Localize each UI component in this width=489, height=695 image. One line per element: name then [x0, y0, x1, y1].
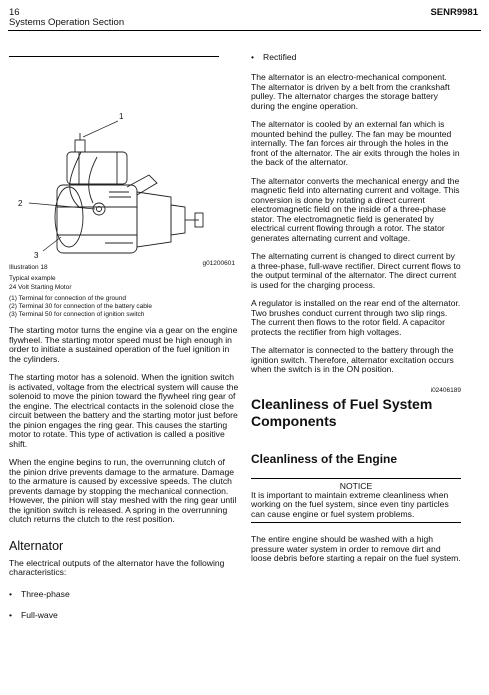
figure-caption-row	[9, 260, 239, 274]
starting-motor-figure	[9, 57, 221, 262]
body-paragraph: The entire engine should be washed with a high pressure water system in order to remove dirt and loose debris before starting a repair on the fuel system.	[251, 534, 461, 563]
right-column	[251, 38, 461, 564]
body-paragraph: When the engine begins to run, the overrunning clutch of the pinion drive prevents damage to the armature. Damage to the armature is caused by excessive speeds. The clutch prevents damage by stopping the mechanical connection. However, the pinion will stay meshed with the ring gear until the ignition switch is released. A spring in the overrunning clutch returns the clutch to the rest position.	[9, 457, 237, 524]
list-item-text: Rectified	[263, 52, 297, 62]
notice-title: NOTICE	[339, 480, 373, 491]
figure-legend-2: (2) Terminal 30 for connection of the battery cable	[9, 303, 152, 310]
body-paragraph: The alternator converts the mechanical energy and the magnetic field into alternating current and voltage. This conversion is done by rotating a direct current electromagnetic field on the inside of a three-phase stator. The electromagnetic field is generated by electrical current flowing through a rotor. The stator generates alternating current and voltage.	[251, 175, 460, 243]
body-paragraph: The alternator is connected to the battery through the ignition switch. Therefore, alternator excitation occurs when the switch is in the ON position.	[251, 345, 454, 374]
figure-caption-1: Typical example	[9, 275, 56, 282]
illustration-number: Illustration 18	[9, 264, 48, 271]
list-item: • Rectified	[251, 52, 297, 62]
alternator-intro: The electrical outputs of the alternator have the following characteristics:	[9, 557, 225, 577]
subsection-heading: Cleanliness of the Engine	[251, 451, 398, 466]
callout-1: 1	[119, 112, 124, 121]
body-paragraph: The starting motor turns the engine via a gear on the engine flywheel. The starting motor speed must be high enough in order to initiate a sustained operation of the fuel ignition in the cylinders.	[9, 325, 238, 364]
list-item: • Three-phase	[9, 588, 70, 599]
body-paragraph: The alternating current is changed to direct current by a three-phase, full-wave rectifier. Direct current flows to the output terminal of the alternator. The direct current is used for the charging process.	[251, 251, 461, 290]
list-item: • Full-wave	[9, 609, 58, 620]
body-paragraph: A regulator is installed on the rear end of the alternator. Two brushes conduct current through two slip rings. The current then flows to the rotor field. A capacitor protects the rectifier from high voltages.	[251, 298, 461, 337]
figure-legend-1: (1) Terminal for connection of the ground	[9, 295, 126, 302]
page-number: 16	[9, 7, 20, 18]
header-rule	[8, 30, 481, 31]
starting-motor-illustration	[9, 57, 221, 262]
figure-caption-2: 24 Volt Starting Motor	[9, 284, 72, 291]
list-item-text: Three-phase	[21, 588, 70, 599]
figure-legend-3: (3) Terminal 50 for connection of ignition switch	[9, 311, 145, 318]
document-id: SENR9981	[430, 7, 478, 18]
callout-2: 2	[18, 199, 23, 208]
callout-3: 3	[34, 251, 39, 260]
section-heading: Cleanliness of Fuel System Components	[251, 395, 433, 429]
reference-id: i02406189	[430, 386, 461, 394]
left-column	[9, 38, 239, 620]
alternator-heading: Alternator	[9, 538, 64, 553]
notice-text: It is important to maintain extreme cleanliness when working on the fuel system, since even tiny particles can cause engine or fuel system problems.	[251, 489, 449, 519]
list-item-text: Full-wave	[21, 609, 58, 620]
body-paragraph: The alternator is cooled by an external fan which is mounted behind the pulley. The fan may be mounted internally. The fan forces air through the holes in the front of the alternator. The air exits through the holes in the back of the alternator.	[251, 119, 460, 167]
body-paragraph: The alternator is an electro-mechanical component. The alternator is driven by a belt from the crankshaft pulley. The alternator charges the storage battery during the engine operation.	[251, 72, 450, 111]
figure-id: g01200601	[202, 260, 235, 267]
notice-divider	[251, 478, 461, 479]
section-title: Systems Operation Section	[9, 17, 125, 28]
body-paragraph: The starting motor has a solenoid. When the ignition switch is activated, voltage from the electrical system will cause the solenoid to move the pinion toward the flywheel ring gear of the engine. The electrical contacts in the solenoid close the circuit between the battery and the starting motor just before the pinion engages the ring gear. This causes the starting motor to rotate. This type of activation is called a positive shift.	[9, 372, 239, 449]
notice-divider	[251, 522, 461, 523]
